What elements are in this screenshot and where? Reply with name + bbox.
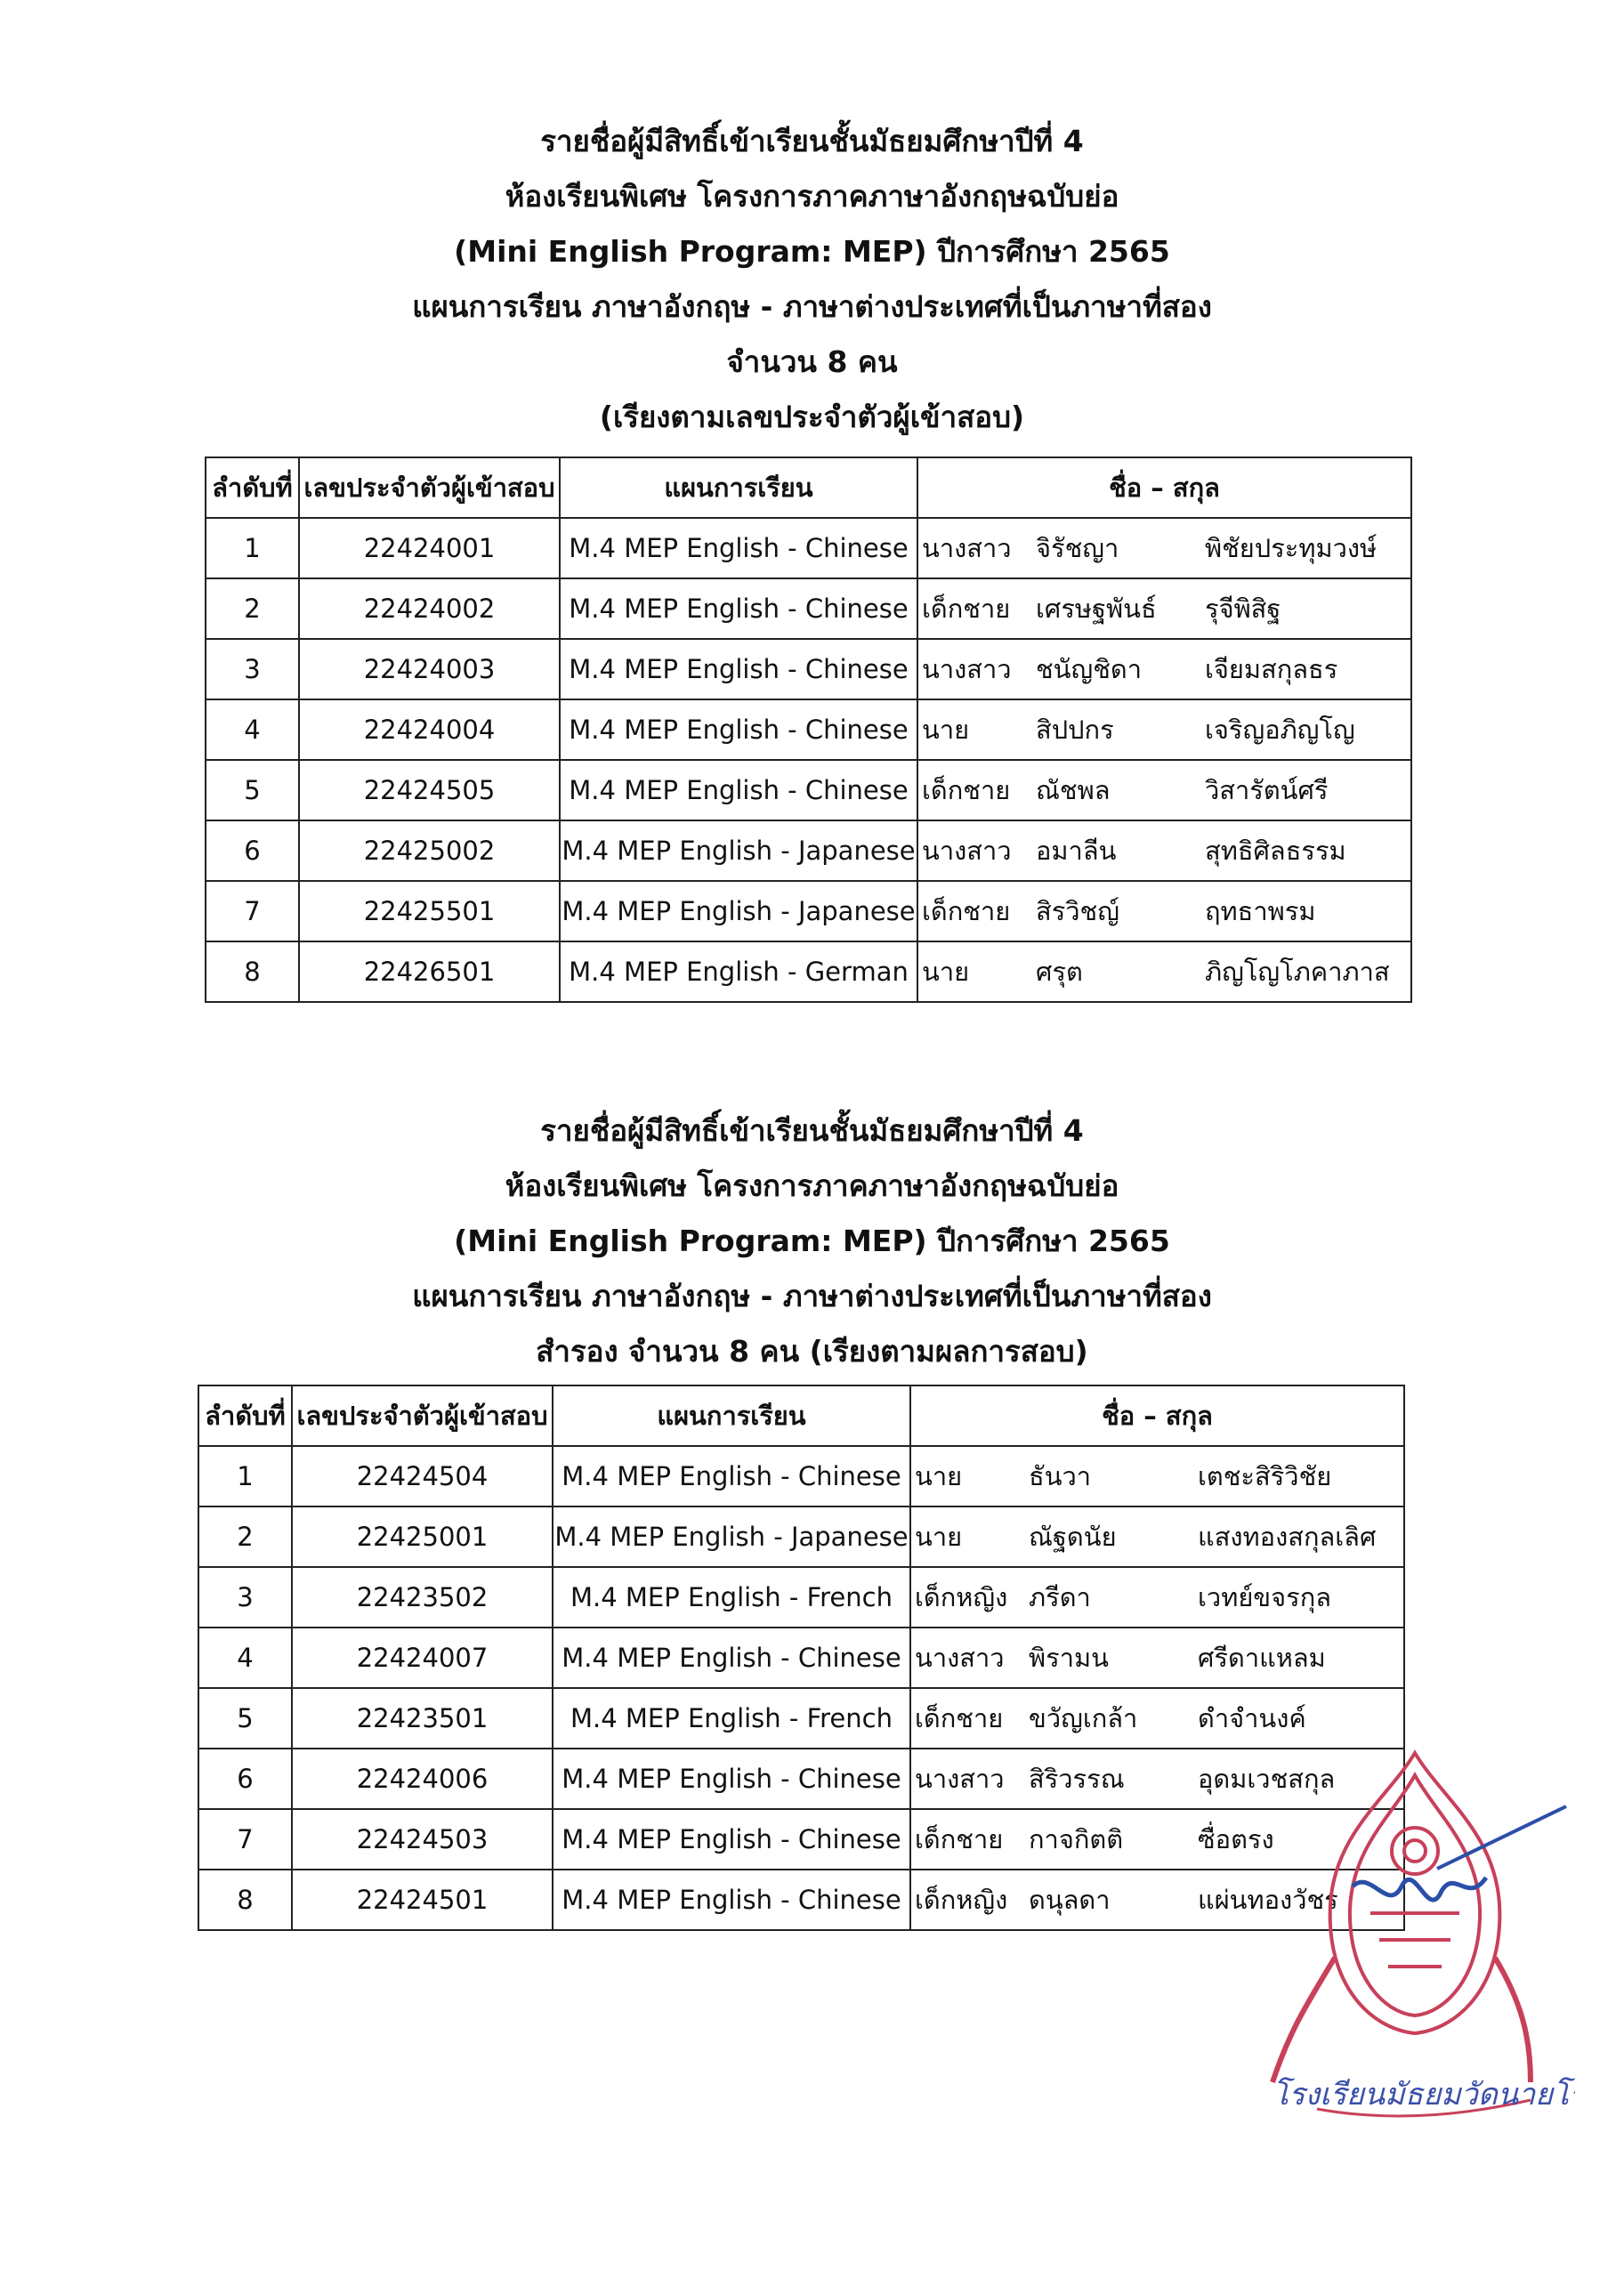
first-name: ศรุต <box>1036 957 1083 987</box>
first-name: สิรวิชญ์ <box>1036 896 1119 926</box>
cell-exam-id: 22425501 <box>299 881 560 941</box>
table-row <box>198 1567 1404 1628</box>
cell-full-name <box>910 1446 1404 1507</box>
name-prefix: เด็กหญิง <box>915 1582 1008 1612</box>
cell-plan: M.4 MEP English - Japanese <box>560 881 917 941</box>
name-prefix: เด็กชาย <box>915 1703 1004 1733</box>
first-name: ธันวา <box>1029 1461 1092 1491</box>
last-name: ฤทธาพรม <box>1205 896 1316 926</box>
table-row <box>206 699 1411 760</box>
cell-full-name <box>917 760 1411 820</box>
cell-plan: M.4 MEP English - Chinese <box>560 639 917 699</box>
section2-table <box>198 1385 1405 1931</box>
section2-heading <box>0 1103 1624 1379</box>
cell-no: 2 <box>206 578 299 639</box>
table-header-row <box>206 457 1411 518</box>
name-prefix: นาย <box>915 1522 963 1552</box>
seal-text: โรงเรียนมัธยมวัดนายโรง <box>1273 2077 1575 2112</box>
table-row <box>198 1809 1404 1870</box>
name-prefix: นางสาว <box>922 533 1012 563</box>
first-name: ชนัญชิดา <box>1036 654 1143 684</box>
table-row <box>198 1507 1404 1567</box>
name-prefix: นาย <box>922 715 970 745</box>
last-name: เจียมสกุลธร <box>1205 654 1338 684</box>
first-name: กาจกิตติ <box>1029 1824 1124 1854</box>
cell-plan: M.4 MEP English - Japanese <box>553 1507 910 1567</box>
column-header-plan: แผนการเรียน <box>560 457 917 518</box>
column-header-exam-id: เลขประจำตัวผู้เข้าสอบ <box>292 1385 553 1446</box>
cell-full-name <box>917 639 1411 699</box>
school-seal-icon <box>1237 1735 1575 2127</box>
name-prefix: นาย <box>915 1461 963 1491</box>
cell-no: 1 <box>198 1446 292 1507</box>
cell-plan: M.4 MEP English - Chinese <box>553 1446 910 1507</box>
column-header-plan: แผนการเรียน <box>553 1385 910 1446</box>
table-row <box>206 518 1411 578</box>
first-name: ณัฐดนัย <box>1029 1522 1117 1552</box>
cell-exam-id: 22424503 <box>292 1809 553 1870</box>
last-name: ศรีดาแหลม <box>1198 1643 1326 1673</box>
cell-no: 6 <box>198 1749 292 1809</box>
table-row <box>206 820 1411 881</box>
cell-no: 3 <box>198 1567 292 1628</box>
cell-exam-id: 22424003 <box>299 639 560 699</box>
cell-plan: M.4 MEP English - Chinese <box>553 1870 910 1930</box>
last-name: เตชะสิริวิชัย <box>1198 1461 1332 1491</box>
last-name: เจริญอภิญโญ <box>1205 715 1355 745</box>
first-name: ภรีดา <box>1029 1582 1091 1612</box>
cell-exam-id: 22424001 <box>299 518 560 578</box>
cell-full-name <box>917 518 1411 578</box>
section1-count: จำนวน 8 คน <box>726 344 898 379</box>
cell-full-name <box>917 941 1411 1002</box>
last-name: ดำจำนงค์ <box>1198 1703 1306 1733</box>
section1-subtitle: ห้องเรียนพิเศษ โครงการภาคภาษาอังกฤษฉบับย่อ <box>505 179 1119 214</box>
cell-exam-id: 22424501 <box>292 1870 553 1930</box>
last-name: ภิญโญโภคาภาส <box>1205 957 1390 987</box>
last-name: แผ่นทองวัชร <box>1198 1885 1338 1915</box>
cell-plan: M.4 MEP English - Japanese <box>560 820 917 881</box>
table-row <box>206 941 1411 1002</box>
last-name: พิชัยประทุมวงษ์ <box>1205 533 1378 563</box>
first-name: เศรษฐพันธ์ <box>1036 594 1157 624</box>
table-row <box>198 1446 1404 1507</box>
column-header-exam-id: เลขประจำตัวผู้เข้าสอบ <box>299 457 560 518</box>
section1-plan: แผนการเรียน ภาษาอังกฤษ - ภาษาต่างประเทศที่เป็นภาษาที่สอง <box>412 289 1212 324</box>
table-row <box>206 881 1411 941</box>
name-prefix: นางสาว <box>915 1643 1005 1673</box>
cell-exam-id: 22425001 <box>292 1507 553 1567</box>
section2-plan: แผนการเรียน ภาษาอังกฤษ - ภาษาต่างประเทศที่เป็นภาษาที่สอง <box>412 1279 1212 1313</box>
cell-no: 4 <box>206 699 299 760</box>
section2-count: สำรอง จำนวน 8 คน (เรียงตามผลการสอบ) <box>536 1334 1088 1369</box>
name-prefix: นางสาว <box>922 836 1012 866</box>
cell-no: 2 <box>198 1507 292 1567</box>
name-prefix: เด็กชาย <box>922 775 1011 805</box>
cell-full-name <box>910 1628 1404 1688</box>
cell-full-name <box>910 1507 1404 1567</box>
cell-exam-id: 22423501 <box>292 1688 553 1749</box>
cell-no: 5 <box>198 1688 292 1749</box>
section2-program: (Mini English Program: MEP) ปีการศึกษา 2565 <box>454 1224 1170 1258</box>
name-prefix: เด็กชาย <box>922 896 1011 926</box>
cell-no: 7 <box>198 1809 292 1870</box>
cell-exam-id: 22426501 <box>299 941 560 1002</box>
cell-no: 1 <box>206 518 299 578</box>
last-name: เวทย์ขจรกุล <box>1198 1582 1332 1612</box>
cell-exam-id: 22424504 <box>292 1446 553 1507</box>
cell-plan: M.4 MEP English - Chinese <box>553 1749 910 1809</box>
cell-plan: M.4 MEP English - French <box>553 1567 910 1628</box>
first-name: จิรัชญา <box>1036 533 1119 563</box>
first-name: พิรามน <box>1029 1643 1109 1673</box>
cell-full-name <box>917 881 1411 941</box>
table-row <box>206 578 1411 639</box>
last-name: อุดมเวชสกุล <box>1198 1764 1336 1794</box>
name-prefix: เด็กชาย <box>915 1824 1004 1854</box>
name-prefix: นางสาว <box>915 1764 1005 1794</box>
cell-no: 8 <box>206 941 299 1002</box>
cell-exam-id: 22425002 <box>299 820 560 881</box>
first-name: สิปปกร <box>1036 715 1114 745</box>
cell-full-name <box>910 1567 1404 1628</box>
cell-no: 7 <box>206 881 299 941</box>
cell-plan: M.4 MEP English - Chinese <box>560 760 917 820</box>
cell-plan: M.4 MEP English - Chinese <box>553 1628 910 1688</box>
first-name: ณัชพล <box>1036 775 1111 805</box>
cell-exam-id: 22424002 <box>299 578 560 639</box>
cell-no: 8 <box>198 1870 292 1930</box>
cell-no: 6 <box>206 820 299 881</box>
last-name: แสงทองสกุลเลิศ <box>1198 1522 1377 1552</box>
cell-plan: M.4 MEP English - Chinese <box>560 699 917 760</box>
section1-table <box>205 456 1412 1003</box>
cell-exam-id: 22424004 <box>299 699 560 760</box>
column-header-no: ลำดับที่ <box>198 1385 292 1446</box>
last-name: รุจีพิสิฐ <box>1205 594 1281 624</box>
cell-full-name <box>917 820 1411 881</box>
cell-no: 3 <box>206 639 299 699</box>
first-name: อมาลีน <box>1036 836 1117 866</box>
cell-plan: M.4 MEP English - Chinese <box>553 1809 910 1870</box>
cell-plan: M.4 MEP English - Chinese <box>560 518 917 578</box>
first-name: ขวัญเกล้า <box>1029 1703 1138 1733</box>
name-prefix: เด็กชาย <box>922 594 1011 624</box>
cell-exam-id: 22424505 <box>299 760 560 820</box>
first-name: สิริวรรณ <box>1029 1764 1125 1794</box>
cell-plan: M.4 MEP English - French <box>553 1688 910 1749</box>
section1-program: (Mini English Program: MEP) ปีการศึกษา 2565 <box>454 234 1170 269</box>
section1-heading <box>0 114 1624 445</box>
table-row <box>198 1688 1404 1749</box>
name-prefix: เด็กหญิง <box>915 1885 1008 1915</box>
cell-exam-id: 22424007 <box>292 1628 553 1688</box>
cell-plan: M.4 MEP English - German <box>560 941 917 1002</box>
table-row <box>206 639 1411 699</box>
column-header-no: ลำดับที่ <box>206 457 299 518</box>
name-prefix: นางสาว <box>922 654 1012 684</box>
name-prefix: นาย <box>922 957 970 987</box>
table-row <box>206 760 1411 820</box>
table-row <box>198 1749 1404 1809</box>
table-row <box>198 1628 1404 1688</box>
section2-title: รายชื่อผู้มีสิทธิ์เข้าเรียนชั้นมัธยมศึกษาปีที่ 4 <box>540 1113 1084 1148</box>
section1-order-note: (เรียงตามเลขประจำตัวผู้เข้าสอบ) <box>599 400 1025 434</box>
cell-full-name <box>917 578 1411 639</box>
last-name: วิสารัตน์ศรี <box>1205 775 1329 805</box>
first-name: ดนุลดา <box>1029 1885 1111 1915</box>
cell-exam-id: 22424006 <box>292 1749 553 1809</box>
cell-no: 5 <box>206 760 299 820</box>
cell-exam-id: 22423502 <box>292 1567 553 1628</box>
table-row <box>198 1870 1404 1930</box>
section2-subtitle: ห้องเรียนพิเศษ โครงการภาคภาษาอังกฤษฉบับย่อ <box>505 1168 1119 1203</box>
cell-full-name <box>917 699 1411 760</box>
column-header-name: ชื่อ – สกุล <box>910 1385 1404 1446</box>
column-header-name: ชื่อ – สกุล <box>917 457 1411 518</box>
table-header-row <box>198 1385 1404 1446</box>
last-name: สุทธิศิลธรรม <box>1205 836 1346 866</box>
last-name: ซื่อตรง <box>1198 1824 1274 1854</box>
cell-no: 4 <box>198 1628 292 1688</box>
cell-plan: M.4 MEP English - Chinese <box>560 578 917 639</box>
section1-title: รายชื่อผู้มีสิทธิ์เข้าเรียนชั้นมัธยมศึกษาปีที่ 4 <box>540 124 1084 158</box>
